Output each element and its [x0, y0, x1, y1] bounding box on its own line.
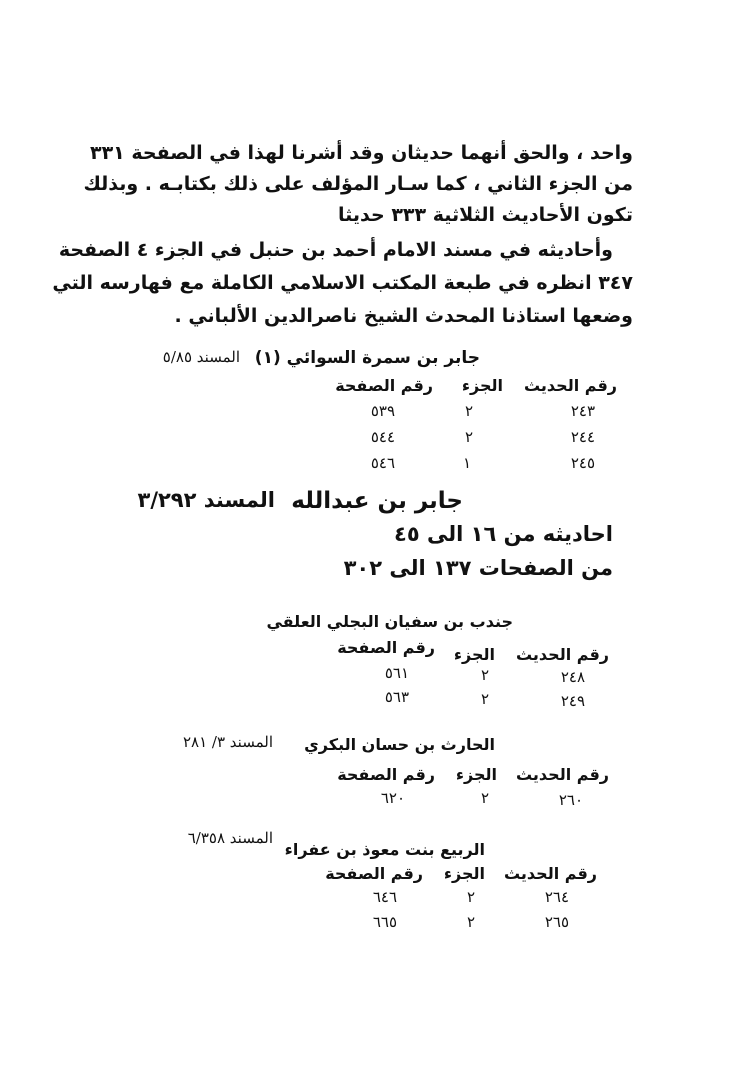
column-header-part: الجزء — [455, 765, 497, 784]
companion-name: جابر بن سمرة السوائي (١) — [254, 348, 480, 368]
text-line: وضعها استاذنا المحدث الشيخ ناصرالدين الألباني . — [174, 305, 633, 327]
column-header-hadith-number: رقم الحديث — [515, 645, 609, 664]
cell-page-number: ٥٤٤ — [370, 428, 395, 446]
musnad-reference: المسند ٥/٨٥ — [162, 348, 240, 366]
cell-hadith-number: ٢٦٠ — [558, 791, 583, 809]
text-line: وأحاديثه في مسند الامام أحمد بن حنبل في الجزء ٤ الصفحة — [58, 239, 613, 261]
column-header-page-number: رقم الصفحة — [337, 765, 435, 784]
cell-page-number: ٦٤٦ — [372, 888, 397, 906]
column-header-part: الجزء — [443, 864, 485, 883]
cell-part: ٢ — [466, 888, 475, 906]
cell-hadith-number: ٢٤٨ — [560, 668, 585, 686]
column-header-part: الجزء — [453, 645, 495, 664]
column-header-hadith-number: رقم الحديث — [503, 864, 597, 883]
paragraph-musnad — [52, 234, 633, 333]
cell-hadith-number: ٢٤٣ — [570, 402, 595, 420]
cell-part: ١ — [462, 454, 471, 472]
companion-name: الربيع بنت معوذ بن عفراء — [284, 840, 485, 859]
cell-page-number: ٥٦٣ — [384, 688, 409, 706]
paragraph-intro — [83, 138, 633, 231]
cell-hadith-number: ٢٦٥ — [544, 913, 569, 931]
cell-part: ٢ — [480, 789, 489, 807]
cell-page-number: ٥٦١ — [384, 664, 409, 682]
text-line: واحد ، والحق أنهما حديثان وقد أشرنا لهذا في الصفحة ٣٣١ — [89, 142, 633, 164]
cell-part: ٢ — [464, 402, 473, 420]
column-header-page-number: رقم الصفحة — [325, 864, 423, 883]
column-header-part: الجزء — [461, 376, 503, 395]
cell-page-number: ٥٣٩ — [370, 402, 395, 420]
column-header-page-number: رقم الصفحة — [337, 638, 435, 657]
cell-page-number: ٦٢٠ — [380, 789, 405, 807]
musnad-reference: المسند ٣/٢٩٢ — [137, 488, 275, 512]
text-line: من الجزء الثاني ، كما سـار المؤلف على ذلك بكتابـه . وبذلك — [83, 173, 633, 195]
page-range: من الصفحات ١٣٧ الى ٣٠٢ — [343, 556, 613, 580]
column-header-hadith-number: رقم الحديث — [523, 376, 617, 395]
column-header-page-number: رقم الصفحة — [335, 376, 433, 395]
cell-page-number: ٥٤٦ — [370, 454, 395, 472]
hadith-range: احاديثه من ١٦ الى ٤٥ — [394, 522, 613, 546]
companion-name: جندب بن سفيان البجلي العلقي — [266, 612, 513, 631]
musnad-reference: المسند ٦/٣٥٨ — [187, 829, 273, 847]
cell-part: ٢ — [464, 428, 473, 446]
cell-part: ٢ — [480, 690, 489, 708]
companion-name: الحارث بن حسان البكري — [304, 735, 495, 754]
column-header-hadith-number: رقم الحديث — [515, 765, 609, 784]
cell-hadith-number: ٢٤٩ — [560, 692, 585, 710]
cell-part: ٢ — [466, 913, 475, 931]
musnad-reference: المسند ٣/ ٢٨١ — [182, 733, 273, 751]
companion-name: جابر بن عبدالله — [291, 488, 463, 514]
cell-hadith-number: ٢٦٤ — [544, 888, 569, 906]
cell-hadith-number: ٢٤٥ — [570, 454, 595, 472]
cell-hadith-number: ٢٤٤ — [570, 428, 595, 446]
text-line: ٣٤٧ انظره في طبعة المكتب الاسلامي الكاملة مع فهارسه التي — [52, 272, 633, 294]
text-line: تكون الأحاديث الثلاثية ٣٣٣ حديثا — [338, 204, 633, 226]
cell-page-number: ٦٦٥ — [372, 913, 397, 931]
cell-part: ٢ — [480, 666, 489, 684]
